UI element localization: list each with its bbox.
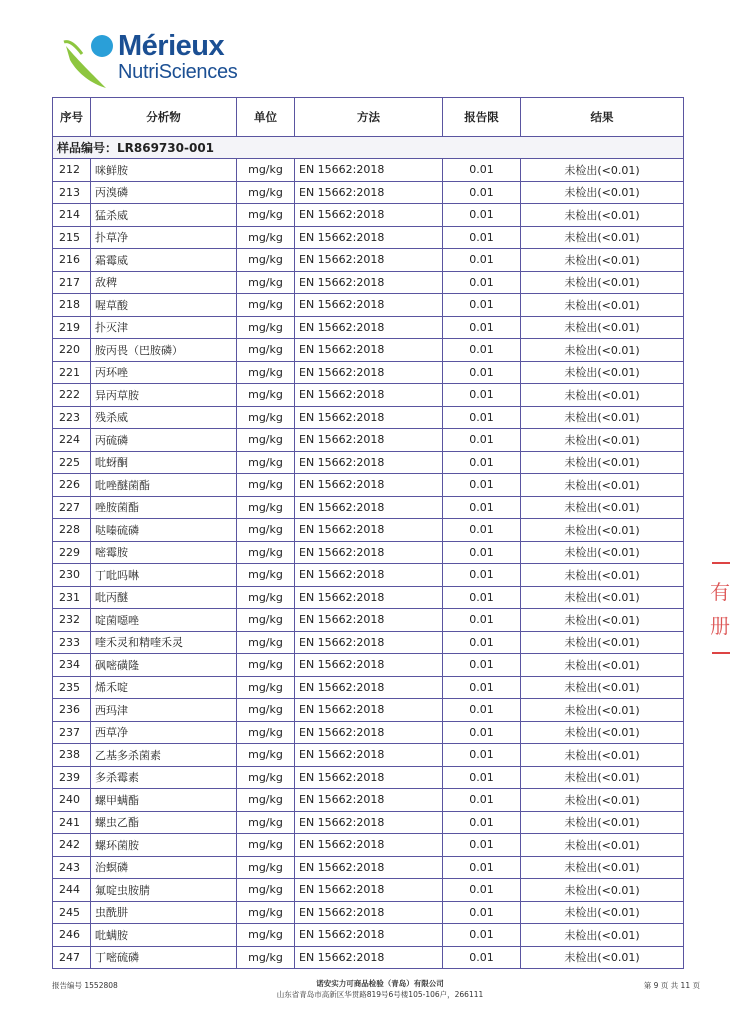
row-result: 未检出(<0.01) — [521, 159, 684, 182]
row-result: 未检出(<0.01) — [521, 901, 684, 924]
logo-leaf-icon — [62, 32, 118, 94]
row-limit: 0.01 — [443, 766, 521, 789]
row-no: 221 — [53, 361, 91, 384]
header-analyte: 分析物 — [91, 98, 237, 137]
row-result: 未检出(<0.01) — [521, 294, 684, 317]
row-limit: 0.01 — [443, 856, 521, 879]
row-analyte: 吡丙醚 — [91, 586, 237, 609]
row-analyte: 西玛津 — [91, 699, 237, 722]
row-method: EN 15662:2018 — [295, 474, 443, 497]
row-result: 未检出(<0.01) — [521, 564, 684, 587]
row-limit: 0.01 — [443, 519, 521, 542]
header-limit: 报告限 — [443, 98, 521, 137]
row-analyte: 螺虫乙酯 — [91, 811, 237, 834]
row-no: 229 — [53, 541, 91, 564]
header-result: 结果 — [521, 98, 684, 137]
row-method: EN 15662:2018 — [295, 361, 443, 384]
row-method: EN 15662:2018 — [295, 901, 443, 924]
row-result: 未检出(<0.01) — [521, 541, 684, 564]
row-unit: mg/kg — [237, 271, 295, 294]
row-limit: 0.01 — [443, 451, 521, 474]
row-analyte: 多杀霉素 — [91, 766, 237, 789]
row-unit: mg/kg — [237, 879, 295, 902]
row-unit: mg/kg — [237, 294, 295, 317]
row-result: 未检出(<0.01) — [521, 361, 684, 384]
row-unit: mg/kg — [237, 496, 295, 519]
row-limit: 0.01 — [443, 316, 521, 339]
row-analyte: 唑胺菌酯 — [91, 496, 237, 519]
row-analyte: 敌稗 — [91, 271, 237, 294]
row-method: EN 15662:2018 — [295, 834, 443, 857]
row-unit: mg/kg — [237, 631, 295, 654]
row-limit: 0.01 — [443, 946, 521, 969]
row-no: 234 — [53, 654, 91, 677]
row-unit: mg/kg — [237, 789, 295, 812]
row-no: 247 — [53, 946, 91, 969]
row-method: EN 15662:2018 — [295, 159, 443, 182]
row-limit: 0.01 — [443, 339, 521, 362]
row-unit: mg/kg — [237, 204, 295, 227]
table-row — [53, 609, 684, 632]
row-unit: mg/kg — [237, 541, 295, 564]
row-result: 未检出(<0.01) — [521, 496, 684, 519]
row-limit: 0.01 — [443, 204, 521, 227]
table-row — [53, 586, 684, 609]
row-analyte: 乙基多杀菌素 — [91, 744, 237, 767]
row-result: 未检出(<0.01) — [521, 946, 684, 969]
row-analyte: 治螟磷 — [91, 856, 237, 879]
row-unit: mg/kg — [237, 519, 295, 542]
row-result: 未检出(<0.01) — [521, 834, 684, 857]
row-analyte: 虫酰肼 — [91, 901, 237, 924]
row-analyte: 氟啶虫胺腈 — [91, 879, 237, 902]
row-no: 242 — [53, 834, 91, 857]
table-row — [53, 316, 684, 339]
row-analyte: 嘧霉胺 — [91, 541, 237, 564]
header-method: 方法 — [295, 98, 443, 137]
row-result: 未检出(<0.01) — [521, 451, 684, 474]
row-unit: mg/kg — [237, 226, 295, 249]
row-result: 未检出(<0.01) — [521, 676, 684, 699]
row-method: EN 15662:2018 — [295, 946, 443, 969]
row-unit: mg/kg — [237, 811, 295, 834]
table-row — [53, 676, 684, 699]
row-analyte: 砜嘧磺隆 — [91, 654, 237, 677]
row-limit: 0.01 — [443, 564, 521, 587]
table-row — [53, 204, 684, 227]
row-limit: 0.01 — [443, 924, 521, 947]
header-unit: 单位 — [237, 98, 295, 137]
row-analyte: 丙环唑 — [91, 361, 237, 384]
row-unit: mg/kg — [237, 361, 295, 384]
row-analyte: 霜霉威 — [91, 249, 237, 272]
table-row — [53, 766, 684, 789]
logo-line-2: NutriSciences — [118, 61, 238, 83]
row-no: 246 — [53, 924, 91, 947]
row-no: 212 — [53, 159, 91, 182]
row-no: 226 — [53, 474, 91, 497]
row-unit: mg/kg — [237, 451, 295, 474]
table-row — [53, 811, 684, 834]
row-no: 231 — [53, 586, 91, 609]
row-no: 216 — [53, 249, 91, 272]
row-method: EN 15662:2018 — [295, 406, 443, 429]
table-row — [53, 429, 684, 452]
row-analyte: 喹禾灵和精喹禾灵 — [91, 631, 237, 654]
table-row — [53, 159, 684, 182]
row-limit: 0.01 — [443, 676, 521, 699]
row-result: 未检出(<0.01) — [521, 271, 684, 294]
row-result: 未检出(<0.01) — [521, 181, 684, 204]
row-no: 225 — [53, 451, 91, 474]
row-result: 未检出(<0.01) — [521, 879, 684, 902]
row-analyte: 丁吡吗啉 — [91, 564, 237, 587]
table-row — [53, 226, 684, 249]
row-no: 237 — [53, 721, 91, 744]
row-analyte: 扑草净 — [91, 226, 237, 249]
row-analyte: 螺甲螨酯 — [91, 789, 237, 812]
row-result: 未检出(<0.01) — [521, 519, 684, 542]
row-method: EN 15662:2018 — [295, 496, 443, 519]
row-analyte: 猛杀威 — [91, 204, 237, 227]
row-result: 未检出(<0.01) — [521, 789, 684, 812]
row-result: 未检出(<0.01) — [521, 744, 684, 767]
sample-id: 样品编号：LR869730-001 — [53, 137, 684, 159]
row-analyte: 残杀威 — [91, 406, 237, 429]
row-analyte: 胺丙畏（巴胺磷） — [91, 339, 237, 362]
row-analyte: 啶菌噁唑 — [91, 609, 237, 632]
row-limit: 0.01 — [443, 586, 521, 609]
row-analyte: 烯禾啶 — [91, 676, 237, 699]
table-row — [53, 901, 684, 924]
row-unit: mg/kg — [237, 744, 295, 767]
row-limit: 0.01 — [443, 429, 521, 452]
row-result: 未检出(<0.01) — [521, 339, 684, 362]
table-row — [53, 879, 684, 902]
row-result: 未检出(<0.01) — [521, 316, 684, 339]
table-row — [53, 339, 684, 362]
row-method: EN 15662:2018 — [295, 766, 443, 789]
row-no: 236 — [53, 699, 91, 722]
row-limit: 0.01 — [443, 496, 521, 519]
row-result: 未检出(<0.01) — [521, 631, 684, 654]
row-unit: mg/kg — [237, 249, 295, 272]
row-limit: 0.01 — [443, 744, 521, 767]
row-no: 235 — [53, 676, 91, 699]
table-row — [53, 721, 684, 744]
row-method: EN 15662:2018 — [295, 879, 443, 902]
row-limit: 0.01 — [443, 361, 521, 384]
row-limit: 0.01 — [443, 721, 521, 744]
row-method: EN 15662:2018 — [295, 204, 443, 227]
row-method: EN 15662:2018 — [295, 226, 443, 249]
table-row — [53, 631, 684, 654]
row-unit: mg/kg — [237, 316, 295, 339]
row-limit: 0.01 — [443, 226, 521, 249]
row-analyte: 丙硫磷 — [91, 429, 237, 452]
row-no: 238 — [53, 744, 91, 767]
row-no: 233 — [53, 631, 91, 654]
row-limit: 0.01 — [443, 879, 521, 902]
table-header-row — [53, 98, 684, 137]
row-unit: mg/kg — [237, 766, 295, 789]
row-analyte: 扑灭津 — [91, 316, 237, 339]
row-unit: mg/kg — [237, 856, 295, 879]
row-method: EN 15662:2018 — [295, 384, 443, 407]
row-result: 未检出(<0.01) — [521, 766, 684, 789]
row-unit: mg/kg — [237, 721, 295, 744]
row-no: 241 — [53, 811, 91, 834]
results-table — [52, 97, 684, 969]
row-method: EN 15662:2018 — [295, 564, 443, 587]
row-unit: mg/kg — [237, 946, 295, 969]
row-no: 213 — [53, 181, 91, 204]
row-limit: 0.01 — [443, 294, 521, 317]
row-method: EN 15662:2018 — [295, 631, 443, 654]
row-result: 未检出(<0.01) — [521, 429, 684, 452]
row-no: 215 — [53, 226, 91, 249]
footer-company: 诺安实力可商品检验（青岛）有限公司 — [316, 979, 444, 988]
row-limit: 0.01 — [443, 901, 521, 924]
row-analyte: 异丙草胺 — [91, 384, 237, 407]
table-row — [53, 834, 684, 857]
row-unit: mg/kg — [237, 924, 295, 947]
row-limit: 0.01 — [443, 181, 521, 204]
row-result: 未检出(<0.01) — [521, 226, 684, 249]
row-unit: mg/kg — [237, 159, 295, 182]
row-method: EN 15662:2018 — [295, 519, 443, 542]
row-result: 未检出(<0.01) — [521, 924, 684, 947]
row-result: 未检出(<0.01) — [521, 609, 684, 632]
row-no: 218 — [53, 294, 91, 317]
row-limit: 0.01 — [443, 384, 521, 407]
row-limit: 0.01 — [443, 406, 521, 429]
row-analyte: 吡唑醚菌酯 — [91, 474, 237, 497]
row-no: 240 — [53, 789, 91, 812]
red-stamp — [708, 560, 730, 656]
stamp-char-1: 有 — [710, 580, 730, 604]
row-unit: mg/kg — [237, 676, 295, 699]
row-no: 230 — [53, 564, 91, 587]
table-row — [53, 946, 684, 969]
page-number: 第 9 页 共 11 页 — [643, 981, 700, 990]
row-method: EN 15662:2018 — [295, 294, 443, 317]
row-method: EN 15662:2018 — [295, 429, 443, 452]
row-limit: 0.01 — [443, 811, 521, 834]
table-row — [53, 384, 684, 407]
row-method: EN 15662:2018 — [295, 451, 443, 474]
row-no: 232 — [53, 609, 91, 632]
footer-address: 山东省青岛市高新区华贯路819号6号楼105-106户，266111 — [276, 990, 484, 999]
row-limit: 0.01 — [443, 541, 521, 564]
table-row — [53, 406, 684, 429]
row-unit: mg/kg — [237, 564, 295, 587]
row-limit: 0.01 — [443, 699, 521, 722]
stamp-bar-bottom — [712, 652, 730, 654]
row-method: EN 15662:2018 — [295, 249, 443, 272]
row-analyte: 喔草酸 — [91, 294, 237, 317]
row-method: EN 15662:2018 — [295, 699, 443, 722]
table-row — [53, 541, 684, 564]
row-result: 未检出(<0.01) — [521, 406, 684, 429]
row-no: 244 — [53, 879, 91, 902]
row-unit: mg/kg — [237, 474, 295, 497]
row-no: 223 — [53, 406, 91, 429]
row-analyte: 咪鲜胺 — [91, 159, 237, 182]
row-method: EN 15662:2018 — [295, 856, 443, 879]
row-method: EN 15662:2018 — [295, 811, 443, 834]
row-no: 245 — [53, 901, 91, 924]
table-row — [53, 249, 684, 272]
row-analyte: 吡蚜酮 — [91, 451, 237, 474]
row-limit: 0.01 — [443, 271, 521, 294]
row-no: 214 — [53, 204, 91, 227]
row-no: 224 — [53, 429, 91, 452]
row-limit: 0.01 — [443, 159, 521, 182]
row-no: 220 — [53, 339, 91, 362]
row-unit: mg/kg — [237, 406, 295, 429]
row-no: 228 — [53, 519, 91, 542]
row-method: EN 15662:2018 — [295, 744, 443, 767]
table-row — [53, 924, 684, 947]
row-no: 217 — [53, 271, 91, 294]
row-result: 未检出(<0.01) — [521, 204, 684, 227]
row-limit: 0.01 — [443, 789, 521, 812]
row-analyte: 西草净 — [91, 721, 237, 744]
row-result: 未检出(<0.01) — [521, 586, 684, 609]
row-result: 未检出(<0.01) — [521, 474, 684, 497]
table-row — [53, 474, 684, 497]
row-no: 227 — [53, 496, 91, 519]
sample-id-row — [53, 137, 684, 159]
row-result: 未检出(<0.01) — [521, 721, 684, 744]
table-row — [53, 564, 684, 587]
table-row — [53, 271, 684, 294]
stamp-char-2: 册 — [710, 614, 730, 638]
table-row — [53, 294, 684, 317]
row-unit: mg/kg — [237, 181, 295, 204]
row-limit: 0.01 — [443, 609, 521, 632]
row-method: EN 15662:2018 — [295, 721, 443, 744]
row-result: 未检出(<0.01) — [521, 699, 684, 722]
row-result: 未检出(<0.01) — [521, 654, 684, 677]
row-result: 未检出(<0.01) — [521, 249, 684, 272]
row-unit: mg/kg — [237, 384, 295, 407]
footer-company-block — [250, 978, 510, 1000]
row-method: EN 15662:2018 — [295, 654, 443, 677]
row-method: EN 15662:2018 — [295, 316, 443, 339]
row-limit: 0.01 — [443, 631, 521, 654]
row-method: EN 15662:2018 — [295, 586, 443, 609]
row-analyte: 哒嗪硫磷 — [91, 519, 237, 542]
row-method: EN 15662:2018 — [295, 339, 443, 362]
table-row — [53, 654, 684, 677]
logo-line-1: Mérieux — [118, 30, 225, 62]
row-unit: mg/kg — [237, 429, 295, 452]
row-result: 未检出(<0.01) — [521, 811, 684, 834]
row-unit: mg/kg — [237, 901, 295, 924]
row-no: 219 — [53, 316, 91, 339]
row-method: EN 15662:2018 — [295, 676, 443, 699]
row-method: EN 15662:2018 — [295, 541, 443, 564]
table-row — [53, 744, 684, 767]
row-analyte: 丁嘧硫磷 — [91, 946, 237, 969]
row-unit: mg/kg — [237, 586, 295, 609]
table-row — [53, 699, 684, 722]
table-row — [53, 856, 684, 879]
row-unit: mg/kg — [237, 609, 295, 632]
row-analyte: 螺环菌胺 — [91, 834, 237, 857]
table-row — [53, 181, 684, 204]
table-row — [53, 451, 684, 474]
row-unit: mg/kg — [237, 339, 295, 362]
table-row — [53, 519, 684, 542]
company-logo — [62, 32, 262, 94]
header-no: 序号 — [53, 98, 91, 137]
row-no: 222 — [53, 384, 91, 407]
row-unit: mg/kg — [237, 654, 295, 677]
row-method: EN 15662:2018 — [295, 181, 443, 204]
row-limit: 0.01 — [443, 654, 521, 677]
row-method: EN 15662:2018 — [295, 924, 443, 947]
table-row — [53, 361, 684, 384]
report-number: 报告编号 1552808 — [52, 981, 118, 990]
row-analyte: 丙溴磷 — [91, 181, 237, 204]
logo-wordmark — [118, 32, 237, 82]
row-method: EN 15662:2018 — [295, 271, 443, 294]
row-result: 未检出(<0.01) — [521, 384, 684, 407]
row-no: 239 — [53, 766, 91, 789]
row-limit: 0.01 — [443, 474, 521, 497]
row-analyte: 吡螨胺 — [91, 924, 237, 947]
stamp-bar-top — [712, 562, 730, 564]
table-row — [53, 789, 684, 812]
row-no: 243 — [53, 856, 91, 879]
row-unit: mg/kg — [237, 699, 295, 722]
row-method: EN 15662:2018 — [295, 609, 443, 632]
row-limit: 0.01 — [443, 834, 521, 857]
row-result: 未检出(<0.01) — [521, 856, 684, 879]
row-unit: mg/kg — [237, 834, 295, 857]
row-limit: 0.01 — [443, 249, 521, 272]
row-method: EN 15662:2018 — [295, 789, 443, 812]
table-row — [53, 496, 684, 519]
